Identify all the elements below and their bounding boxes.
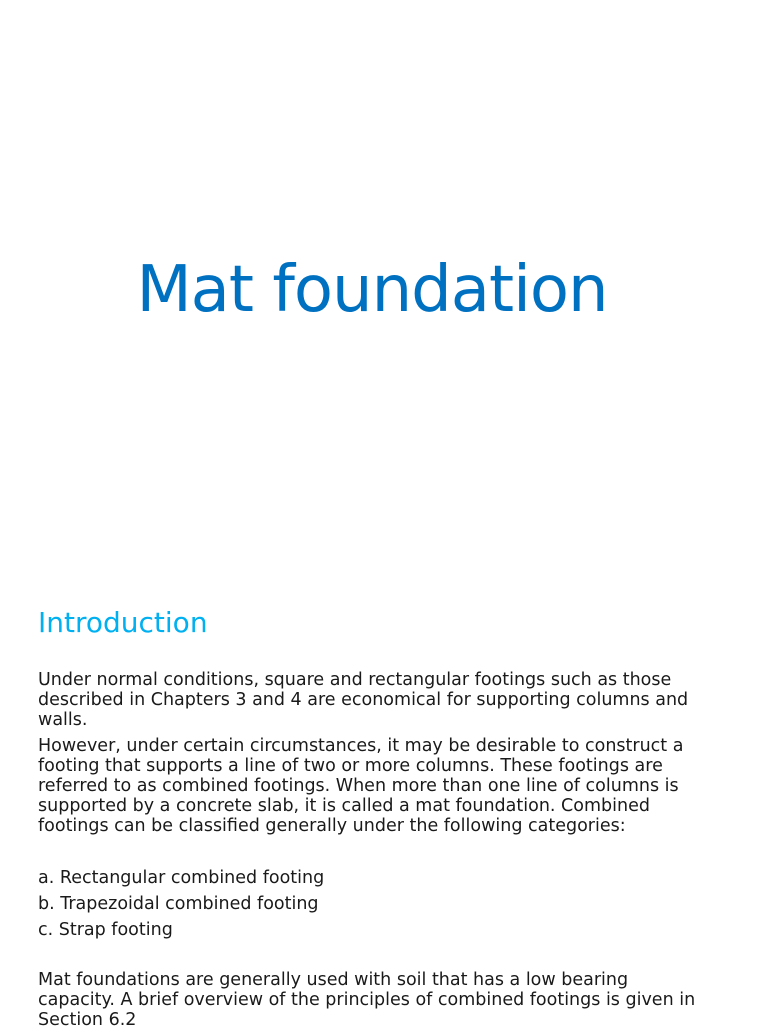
slide-title: Mat foundation (136, 253, 608, 327)
list-item: b. Trapezoidal combined footing (38, 894, 319, 914)
list-item: c. Strap footing (38, 920, 173, 940)
closing-paragraph: Mat foundations are generally used with soil that has a low bearing capacity. A brief overview of the principles of combined footings is given in Section 6.2 (38, 970, 696, 1030)
list-item: a. Rectangular combined footing (38, 868, 325, 888)
section-heading: Introduction (38, 606, 208, 639)
footing-categories-list (38, 868, 698, 946)
intro-paragraph-1: Under normal conditions, square and rectangular footings such as those described in Chapters 3 and 4 are economical for supporting columns and walls. (38, 670, 689, 730)
intro-paragraph-2: However, under certain circumstances, it may be desirable to construct a footing that supports a line of two or more columns. These footings are referred to as combined footings. When more than one line of columns is supported by a concrete slab, it is called a mat foundation. Combined footings can be classified generally under the following categories: (38, 736, 684, 836)
